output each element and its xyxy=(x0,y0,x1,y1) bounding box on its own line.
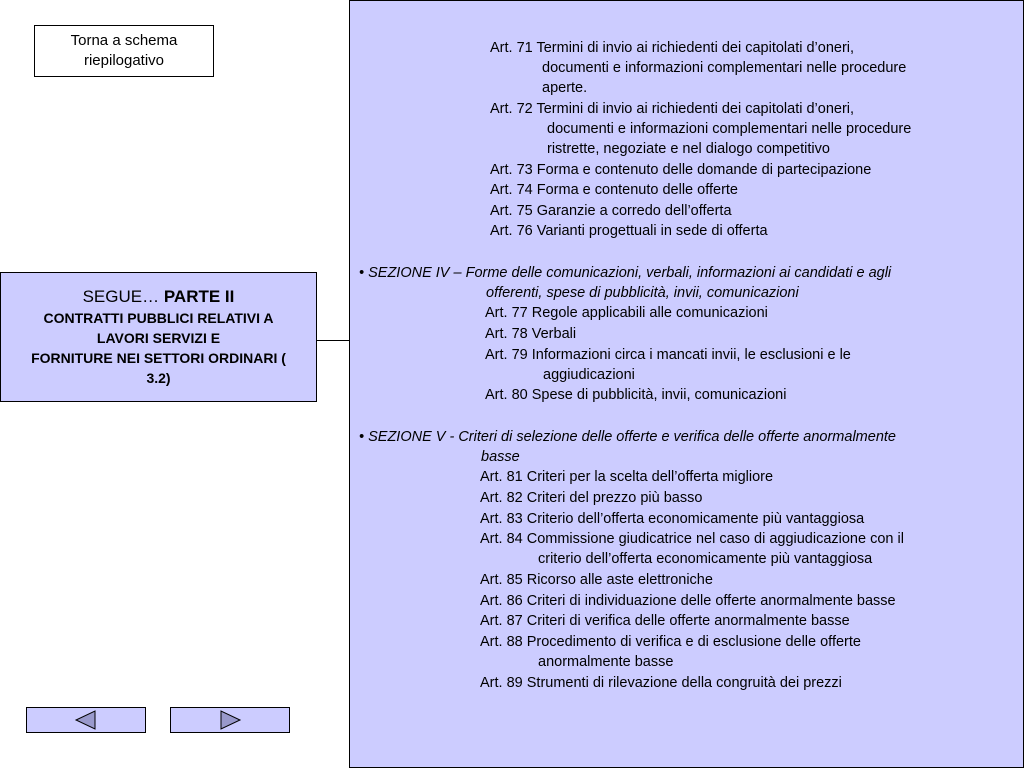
art-77: Art. 77 Regole applicabili alle comunicazioni xyxy=(485,305,768,321)
art-84-line2: criterio dell’offerta economicamente più vantaggiosa xyxy=(538,551,873,567)
section-title-box xyxy=(0,272,317,402)
triangle-right-icon xyxy=(218,710,242,730)
art-83: Art. 83 Criterio dell’offerta economicamente più vantaggiosa xyxy=(480,511,865,527)
sezione-iv-line2: offerenti, spese di pubblicità, invii, comunicazioni xyxy=(486,285,799,301)
art-71-line1: Art. 71 Termini di invio ai richiedenti dei capitolati d’oneri, xyxy=(490,40,855,56)
title-heading xyxy=(83,286,235,308)
art-88-line1: Art. 88 Procedimento di verifica e di esclusione delle offerte xyxy=(480,634,861,650)
art-87: Art. 87 Criteri di verifica delle offerte anormalmente basse xyxy=(480,613,850,629)
sezione-v-line1: • SEZIONE V - Criteri di selezione delle offerte e verifica delle offerte anormalmente xyxy=(359,429,896,445)
title-subtitle-line2: FORNITURE NEI SETTORI ORDINARI ( 3.2) xyxy=(31,350,286,386)
art-80: Art. 80 Spese di pubblicità, invii, comunicazioni xyxy=(485,387,787,403)
art-86: Art. 86 Criteri di individuazione delle offerte anormalmente basse xyxy=(480,593,896,609)
art-81: Art. 81 Criteri per la scelta dell’offerta migliore xyxy=(480,469,774,485)
art-71-line2: documenti e informazioni complementari nelle procedure xyxy=(542,60,907,76)
title-parte: PARTE II xyxy=(163,287,235,306)
art-72-line1: Art. 72 Termini di invio ai richiedenti dei capitolati d’oneri, xyxy=(490,101,855,117)
art-76: Art. 76 Varianti progettuali in sede di offerta xyxy=(490,223,768,239)
art-73: Art. 73 Forma e contenuto delle domande di partecipazione xyxy=(490,162,872,178)
art-71-line3: aperte. xyxy=(542,80,588,96)
art-78: Art. 78 Verbali xyxy=(485,326,577,342)
art-82: Art. 82 Criteri del prezzo più basso xyxy=(480,490,703,506)
art-79-line2: aggiudicazioni xyxy=(543,367,635,383)
title-segue: SEGUE… xyxy=(82,287,160,306)
art-72-line3: ristrette, negoziate e nel dialogo competitivo xyxy=(547,141,830,157)
art-88-line2: anormalmente basse xyxy=(538,654,674,670)
sezione-iv-line1: • SEZIONE IV – Forme delle comunicazioni, verbali, informazioni ai candidati e agli xyxy=(359,265,892,281)
art-84-line1: Art. 84 Commissione giudicatrice nel caso di aggiudicazione con il xyxy=(480,531,904,547)
back-link-label-line2: riepilogativo xyxy=(83,52,165,69)
articles-panel xyxy=(349,0,1024,768)
next-slide-button[interactable] xyxy=(170,707,290,733)
art-85: Art. 85 Ricorso alle aste elettroniche xyxy=(480,572,713,588)
title-subtitle-line1: CONTRATTI PUBBLICI RELATIVI A LAVORI SERVIZI E xyxy=(43,310,274,346)
art-89: Art. 89 Strumenti di rilevazione della congruità dei prezzi xyxy=(480,675,842,691)
sezione-v-line2: basse xyxy=(481,449,520,465)
back-to-summary-link[interactable] xyxy=(34,25,214,77)
connector-line xyxy=(316,340,350,341)
back-link-label-line1: Torna a schema xyxy=(70,32,178,49)
art-72-line2: documenti e informazioni complementari nelle procedure xyxy=(547,121,912,137)
triangle-left-icon xyxy=(74,710,98,730)
art-79-line1: Art. 79 Informazioni circa i mancati invii, le esclusioni e le xyxy=(485,347,851,363)
art-75: Art. 75 Garanzie a corredo dell’offerta xyxy=(490,203,732,219)
art-74: Art. 74 Forma e contenuto delle offerte xyxy=(490,182,738,198)
previous-slide-button[interactable] xyxy=(26,707,146,733)
